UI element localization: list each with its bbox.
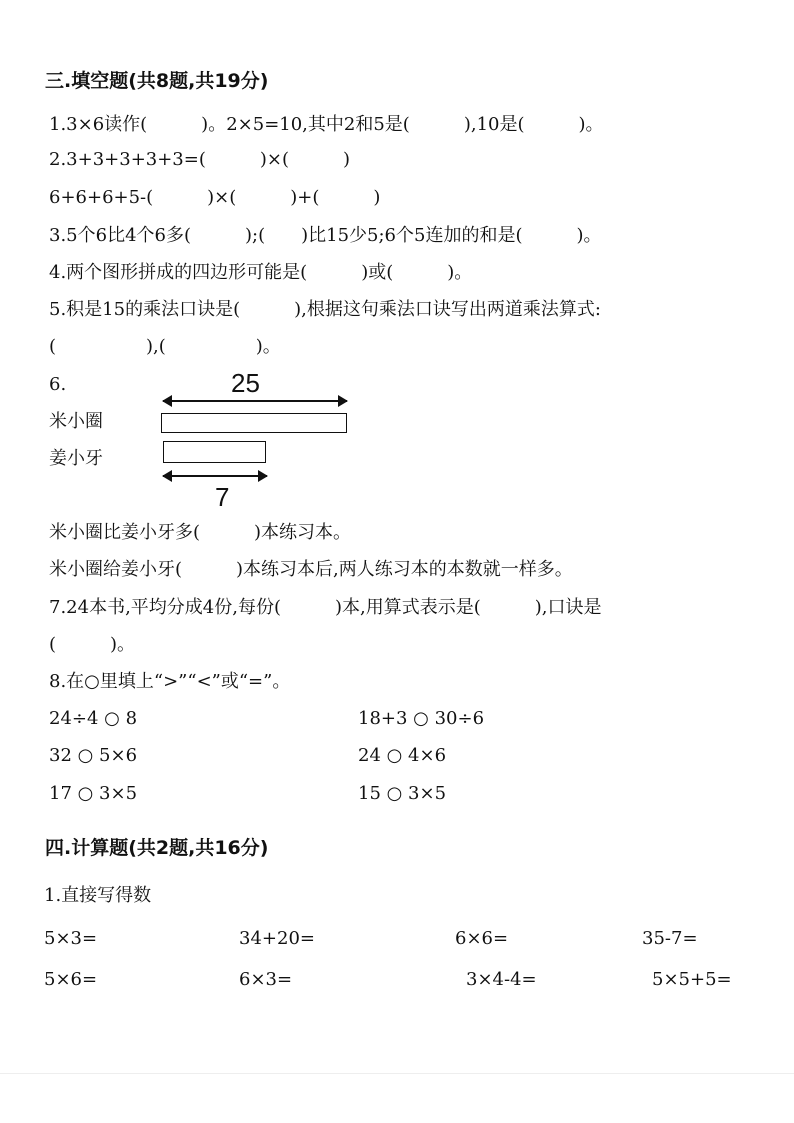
calc-item: 3×4-4=	[466, 969, 537, 990]
question-4: 4.两个图形拼成的四边形可能是( )或( )。	[49, 262, 473, 283]
label-jiang-xiaoya: 姜小牙	[49, 448, 103, 469]
section-3-title: 三.填空题(共8题,共19分)	[45, 70, 269, 92]
question-2-line-1: 2.3+3+3+3+3=( )×( )	[49, 149, 351, 170]
question-5-line-1: 5.积是15的乘法口诀是( ),根据这句乘法口诀写出两道乘法算式:	[49, 299, 601, 320]
bar-jiang-xiaoya	[163, 441, 266, 463]
question-2-line-2: 6+6+6+5-( )×( )+( )	[49, 187, 381, 208]
calc-item: 5×5+5=	[652, 969, 732, 990]
calc-item: 5×3=	[44, 928, 98, 949]
calc-question-1-title: 1.直接写得数	[44, 885, 152, 906]
question-6-line-1: 米小圈比姜小牙多( )本练习本。	[49, 522, 352, 543]
bottom-value-label: 7	[215, 482, 230, 512]
label-mi-xiaoquan: 米小圈	[49, 411, 103, 432]
calc-item: 35-7=	[642, 928, 698, 949]
calc-item: 6×6=	[455, 928, 509, 949]
question-6-line-2: 米小圈给姜小牙( )本练习本后,两人练习本的本数就一样多。	[49, 559, 573, 580]
compare-item: 32 ○ 5×6	[49, 745, 138, 766]
bottom-double-arrow	[163, 475, 267, 477]
question-5-line-2: ( ),( )。	[49, 336, 281, 357]
bar-mi-xiaoquan	[161, 413, 347, 433]
top-double-arrow	[163, 400, 347, 402]
question-7-line-2: ( )。	[49, 634, 136, 655]
compare-item: 18+3 ○ 30÷6	[358, 708, 485, 729]
question-3: 3.5个6比4个6多( );( )比15少5;6个5连加的和是( )。	[49, 225, 602, 246]
compare-item: 24÷4 ○ 8	[49, 708, 138, 729]
calc-item: 34+20=	[239, 928, 315, 949]
question-1: 1.3×6读作( )。2×5=10,其中2和5是( ),10是( )。	[49, 114, 604, 135]
compare-item: 15 ○ 3×5	[358, 783, 447, 804]
compare-item: 17 ○ 3×5	[49, 783, 138, 804]
page-bottom-divider	[0, 1073, 794, 1074]
top-value-label: 25	[231, 368, 260, 398]
question-6-number: 6.	[49, 374, 67, 395]
calc-item: 5×6=	[44, 969, 98, 990]
calc-item: 6×3=	[239, 969, 293, 990]
compare-item: 24 ○ 4×6	[358, 745, 447, 766]
question-8-title: 8.在○里填上“>”“<”或“=”。	[49, 671, 291, 692]
section-4-title: 四.计算题(共2题,共16分)	[45, 837, 269, 859]
question-7-line-1: 7.24本书,平均分成4份,每份( )本,用算式表示是( ),口诀是	[49, 597, 602, 618]
